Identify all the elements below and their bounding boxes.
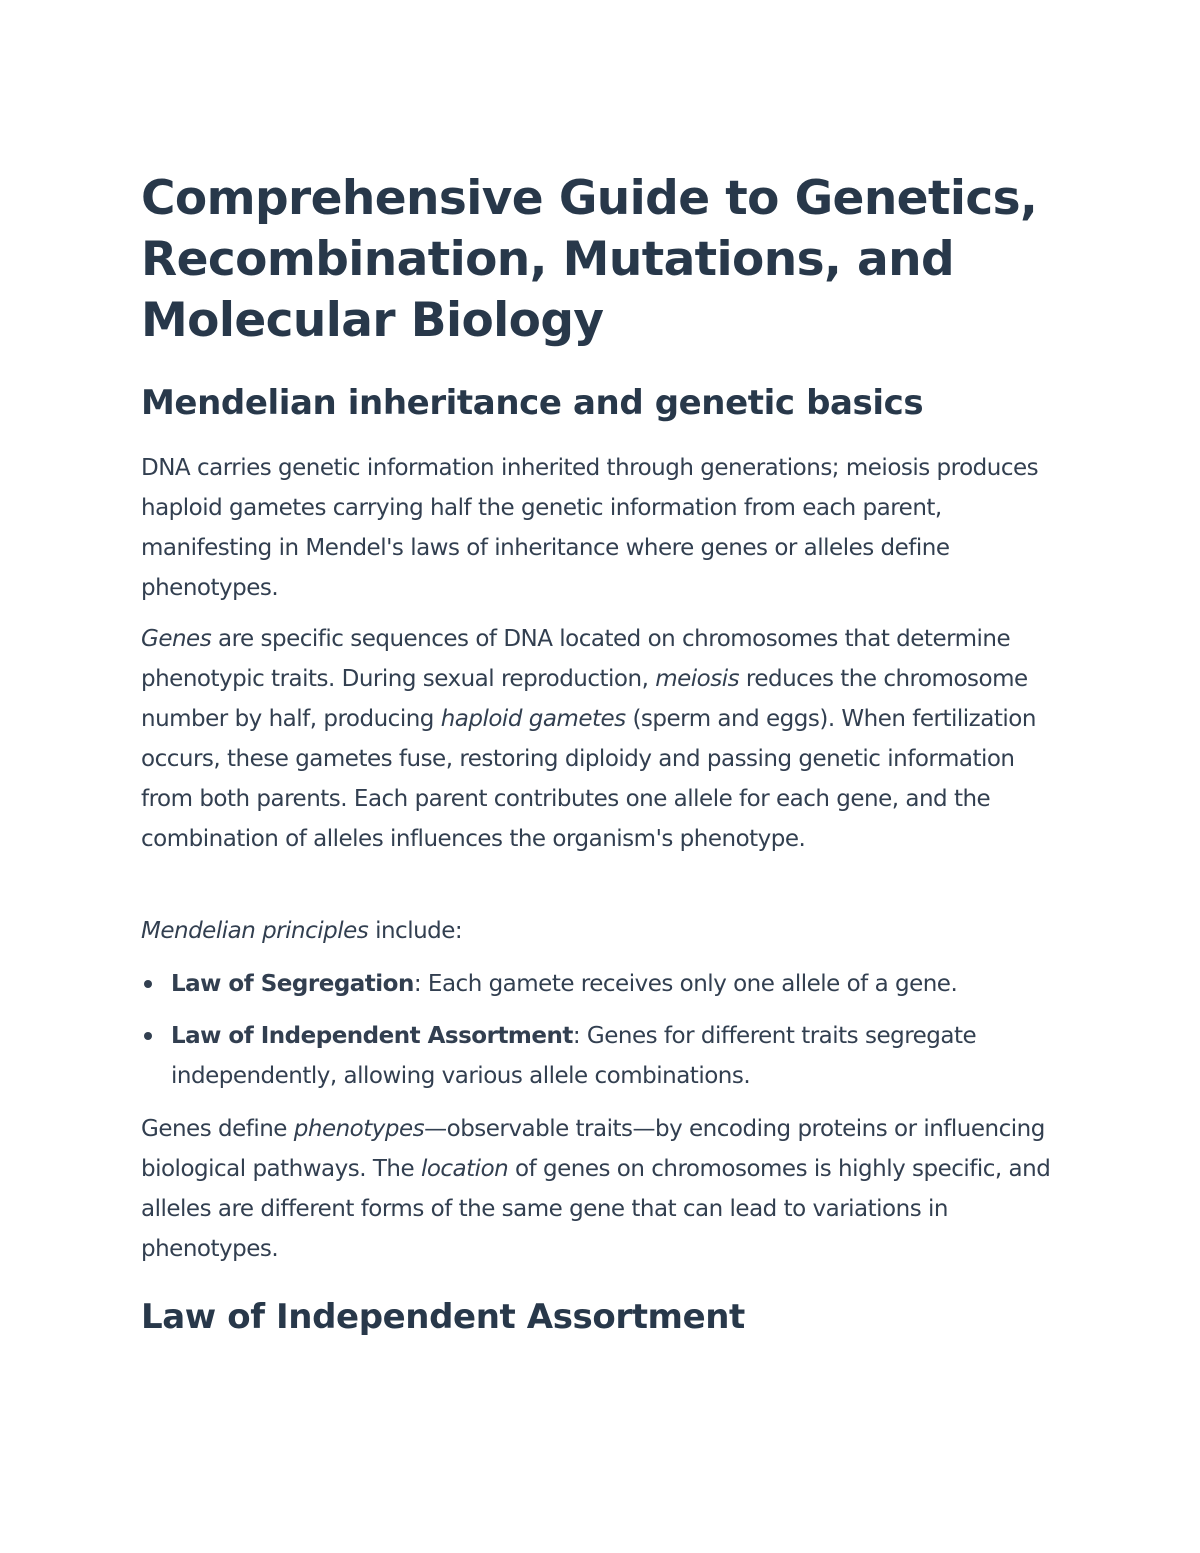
text-run: include:	[368, 918, 463, 944]
emphasis-phenotypes: phenotypes	[293, 1116, 425, 1142]
text-run: Genes define	[141, 1116, 294, 1142]
document-title: Comprehensive Guide to Genetics, Recombination, Mutations, and Molecular Biology	[141, 171, 1038, 348]
emphasis-location: location	[420, 1156, 509, 1182]
paragraph-genes	[141, 619, 1056, 859]
paragraph-mendelian-principles	[141, 911, 1056, 951]
section-heading-independent-assortment: Law of Independent Assortment	[141, 1297, 745, 1337]
emphasis-meiosis: meiosis	[655, 666, 740, 692]
emphasis-genes: Genes	[141, 626, 212, 652]
list-item-law-of-independent-assortment	[141, 1016, 1056, 1096]
text-run: are specific sequences of DNA located on chromosomes that determine phenotypic traits. During sexual reproduction,	[141, 626, 1011, 692]
bullet-icon	[144, 980, 152, 988]
bullet-icon	[144, 1032, 152, 1040]
section-heading-mendelian: Mendelian inheritance and genetic basics	[141, 383, 924, 423]
list-item-law-of-segregation	[141, 964, 1056, 1004]
text-run: (sperm and eggs). When fertilization occurs, these gametes fuse, restoring diploidy and passing genetic information from both parents. Each parent contributes one allele for each gene, and the combination of alleles influences the organism's phenotype.	[141, 706, 1036, 852]
emphasis-haploid-gametes: haploid gametes	[440, 706, 626, 732]
mendelian-laws-list	[141, 964, 1056, 1108]
paragraph-phenotypes	[141, 1109, 1056, 1269]
emphasis-mendelian-principles: Mendelian principles	[141, 918, 369, 944]
bullet-term: Law of Independent Assortment	[171, 1023, 573, 1049]
text-run: of genes on chromosomes is highly specific, and alleles are different forms of the same gene that can lead to variations in phenotypes.	[141, 1156, 1051, 1262]
bullet-text: : Each gamete receives only one allele of a gene.	[413, 971, 958, 997]
text-run: reduces the chromosome number by half, producing	[141, 666, 1028, 732]
bullet-text: : Genes for different traits segregate independently, allowing various allele combinations.	[171, 1023, 977, 1089]
bullet-term: Law of Segregation	[171, 971, 414, 997]
text-run: —observable traits—by encoding proteins or influencing biological pathways. The	[141, 1116, 1045, 1182]
paragraph-dna-meiosis: DNA carries genetic information inherited through generations; meiosis produces haploid gametes carrying half the genetic information from each parent, manifesting in Mendel's laws of inheritance where genes or alleles define phenotypes.	[141, 455, 1039, 601]
